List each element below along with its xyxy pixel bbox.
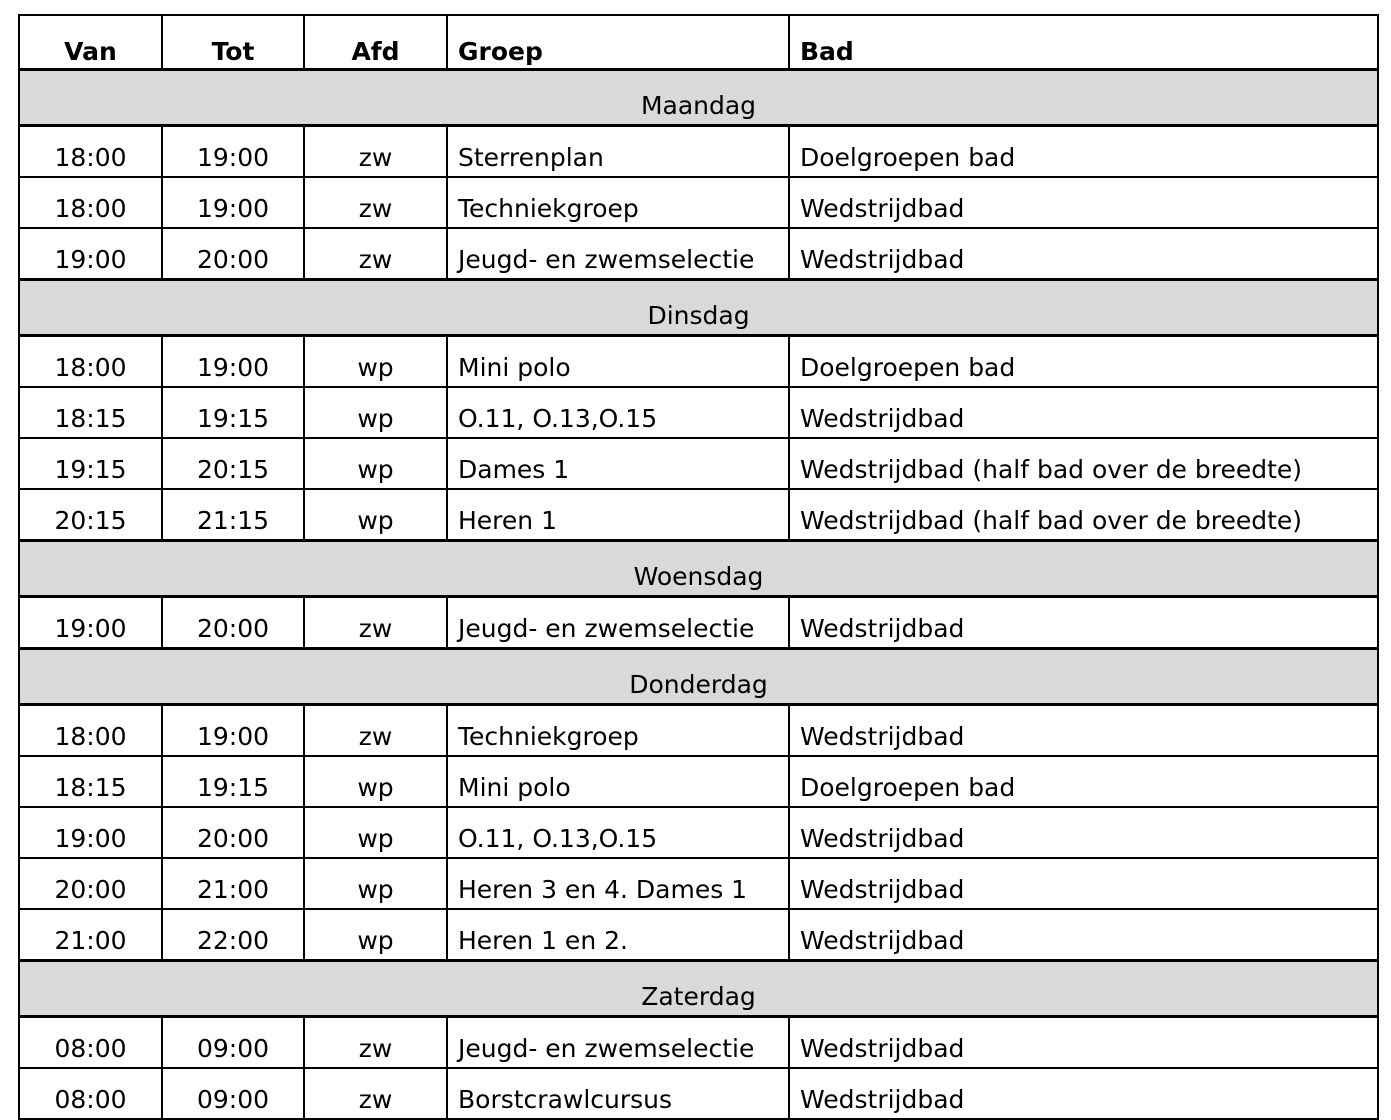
cell-groep: Mini polo [447,756,789,807]
cell-van: 19:15 [19,438,162,489]
cell-bad: Wedstrijdbad [789,597,1378,649]
cell-groep: Heren 1 en 2. [447,909,789,961]
day-header-row [19,649,1378,705]
cell-afd: wp [304,909,447,961]
cell-groep: O.11, O.13,O.15 [447,387,789,438]
cell-bad: Wedstrijdbad (half bad over de breedte) [789,438,1378,489]
cell-bad: Wedstrijdbad [789,1068,1378,1119]
cell-tot: 09:00 [162,1068,304,1119]
table-row [19,807,1378,858]
table-row [19,177,1378,228]
cell-van: 08:00 [19,1017,162,1069]
table-body [19,70,1378,1120]
cell-bad: Wedstrijdbad [789,909,1378,961]
day-header-row [19,541,1378,597]
cell-van: 08:00 [19,1068,162,1119]
table-row [19,909,1378,961]
cell-tot: 09:00 [162,1017,304,1069]
cell-afd: wp [304,858,447,909]
cell-afd: zw [304,177,447,228]
day-name: Donderdag [19,649,1378,705]
header-row [19,15,1378,70]
cell-afd: zw [304,1068,447,1119]
cell-tot: 20:00 [162,597,304,649]
cell-tot: 19:00 [162,177,304,228]
cell-groep: Jeugd- en zwemselectie [447,597,789,649]
cell-afd: zw [304,597,447,649]
table-row [19,597,1378,649]
cell-afd: wp [304,756,447,807]
cell-afd: wp [304,438,447,489]
table-row [19,336,1378,388]
cell-tot: 19:15 [162,756,304,807]
cell-groep: Mini polo [447,336,789,388]
cell-bad: Wedstrijdbad (half bad over de breedte) [789,489,1378,541]
cell-groep: Heren 1 [447,489,789,541]
cell-van: 18:15 [19,387,162,438]
table-row [19,1068,1378,1119]
cell-afd: zw [304,705,447,757]
day-name: Zaterdag [19,961,1378,1017]
cell-tot: 19:00 [162,126,304,178]
cell-bad: Wedstrijdbad [789,858,1378,909]
cell-van: 19:00 [19,228,162,280]
cell-tot: 20:00 [162,807,304,858]
cell-bad: Doelgroepen bad [789,126,1378,178]
header-tot: Tot [162,15,304,70]
cell-van: 20:15 [19,489,162,541]
cell-van: 18:00 [19,177,162,228]
cell-groep: Techniekgroep [447,177,789,228]
cell-tot: 22:00 [162,909,304,961]
cell-afd: zw [304,1017,447,1069]
cell-bad: Wedstrijdbad [789,177,1378,228]
table-row [19,756,1378,807]
cell-groep: Heren 3 en 4. Dames 1 [447,858,789,909]
cell-tot: 19:00 [162,336,304,388]
cell-groep: O.11, O.13,O.15 [447,807,789,858]
cell-bad: Doelgroepen bad [789,756,1378,807]
table-row [19,705,1378,757]
cell-tot: 19:15 [162,387,304,438]
table-row [19,858,1378,909]
cell-bad: Wedstrijdbad [789,705,1378,757]
table-row [19,228,1378,280]
header-groep: Groep [447,15,789,70]
cell-bad: Wedstrijdbad [789,807,1378,858]
cell-tot: 19:00 [162,705,304,757]
cell-tot: 20:15 [162,438,304,489]
day-header-row [19,70,1378,126]
cell-tot: 21:15 [162,489,304,541]
cell-van: 19:00 [19,807,162,858]
cell-van: 18:15 [19,756,162,807]
cell-afd: wp [304,489,447,541]
day-header-row [19,280,1378,336]
cell-afd: wp [304,387,447,438]
cell-groep: Sterrenplan [447,126,789,178]
cell-van: 21:00 [19,909,162,961]
cell-van: 20:00 [19,858,162,909]
table-row [19,489,1378,541]
cell-tot: 20:00 [162,228,304,280]
cell-afd: wp [304,336,447,388]
cell-bad: Wedstrijdbad [789,228,1378,280]
cell-groep: Jeugd- en zwemselectie [447,228,789,280]
day-name: Woensdag [19,541,1378,597]
table-row [19,126,1378,178]
header-bad: Bad [789,15,1378,70]
cell-bad: Wedstrijdbad [789,387,1378,438]
table-header [19,15,1378,70]
cell-bad: Wedstrijdbad [789,1017,1378,1069]
header-van: Van [19,15,162,70]
cell-groep: Dames 1 [447,438,789,489]
cell-van: 19:00 [19,597,162,649]
cell-groep: Jeugd- en zwemselectie [447,1017,789,1069]
day-name: Maandag [19,70,1378,126]
table-row [19,1017,1378,1069]
cell-afd: zw [304,126,447,178]
cell-groep: Techniekgroep [447,705,789,757]
schedule-table [18,14,1379,1120]
table-row [19,438,1378,489]
day-header-row [19,961,1378,1017]
cell-van: 18:00 [19,336,162,388]
cell-groep: Borstcrawlcursus [447,1068,789,1119]
cell-afd: zw [304,228,447,280]
header-afd: Afd [304,15,447,70]
day-name: Dinsdag [19,280,1378,336]
cell-bad: Doelgroepen bad [789,336,1378,388]
table-row [19,387,1378,438]
cell-tot: 21:00 [162,858,304,909]
cell-van: 18:00 [19,705,162,757]
cell-afd: wp [304,807,447,858]
cell-van: 18:00 [19,126,162,178]
